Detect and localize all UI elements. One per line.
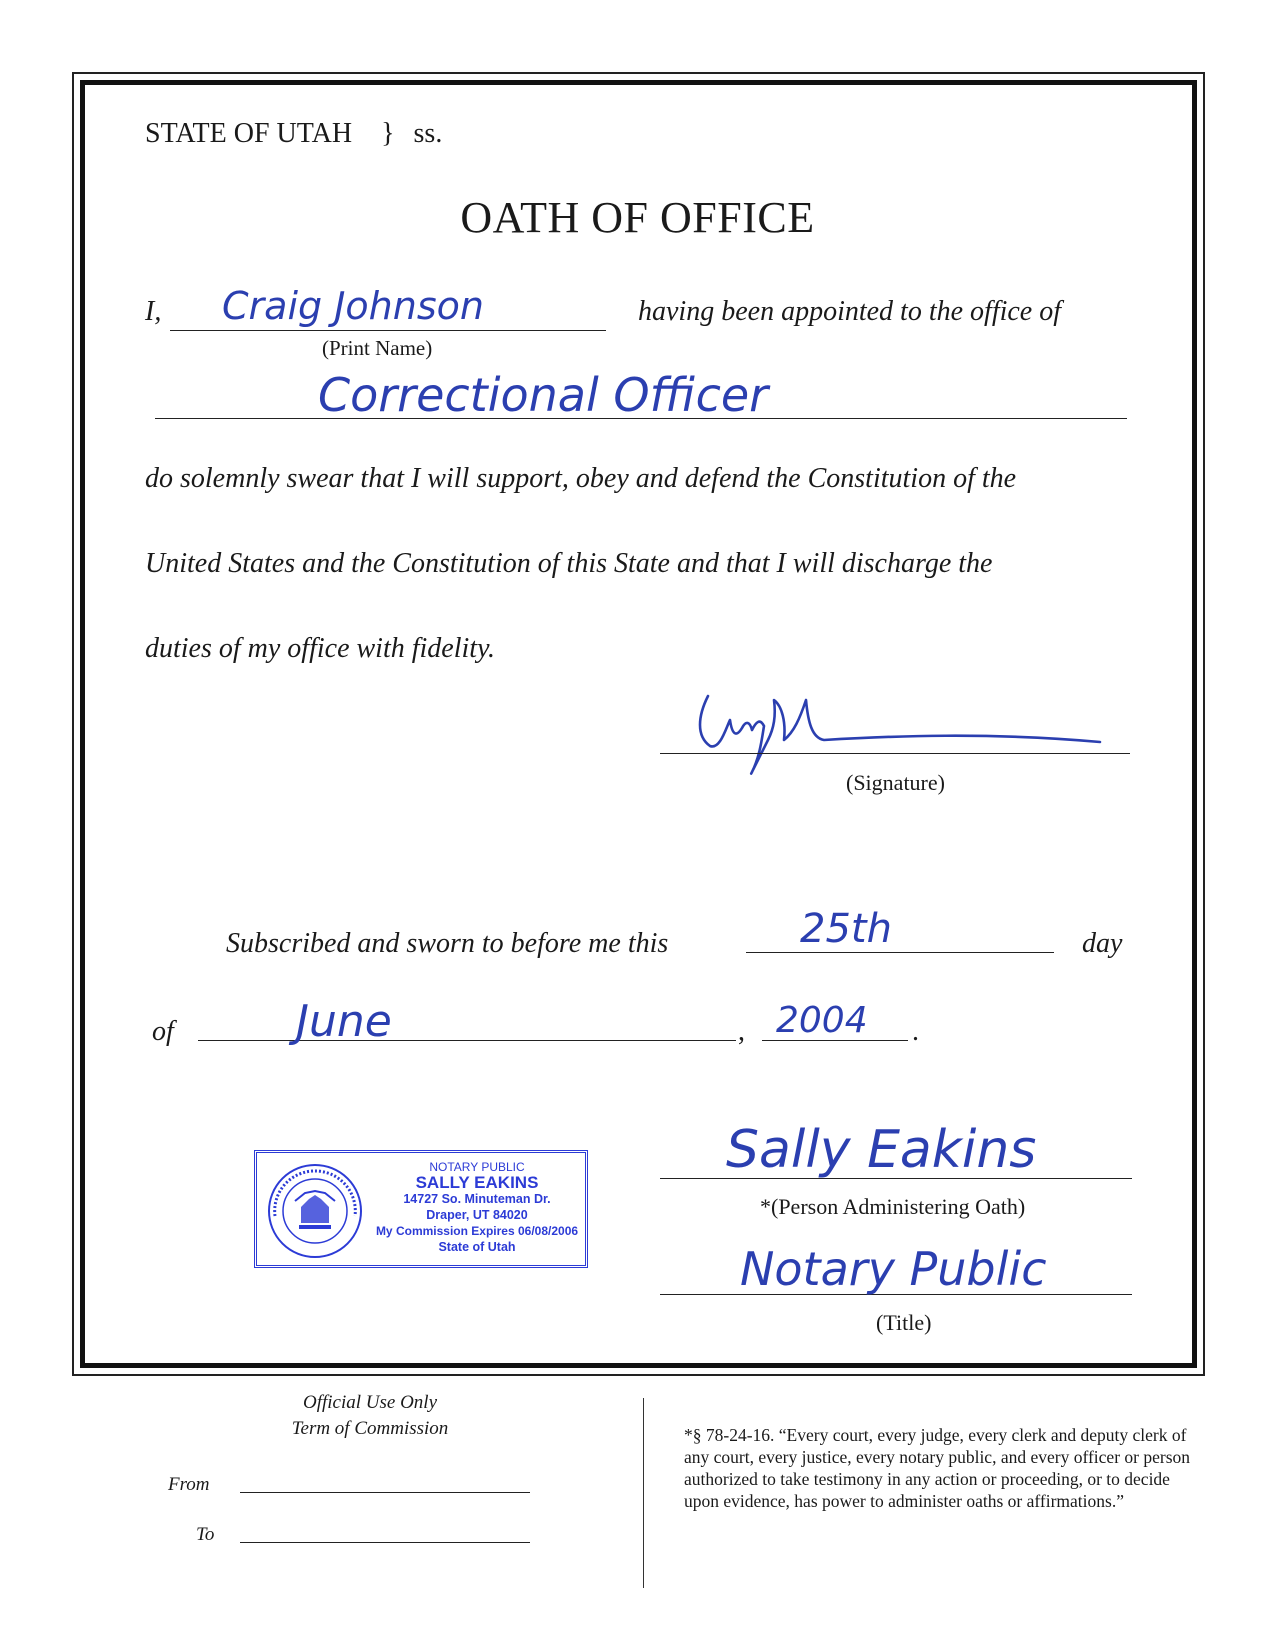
from-line: [240, 1492, 530, 1493]
stamp-line-6: State of Utah: [438, 1240, 516, 1254]
statute-footnote: *§ 78-24-16. “Every court, every judge, every clerk and deputy clerk of any court, every justice, every notary public, and every officer or person authorized to take testimony in any action or proceeding, or to decide upon evidence, has power to administer oaths or affirmations.”: [684, 1425, 1191, 1511]
notary-stamp: [254, 1150, 588, 1268]
day-handwritten: 25th: [800, 906, 892, 952]
venue-ss: ss.: [413, 118, 443, 149]
intro-prefix: I,: [145, 296, 162, 327]
administrator-title-handwritten: Notary Public: [740, 1242, 1047, 1296]
state-seal-icon: [265, 1161, 365, 1261]
month-line: [198, 1040, 736, 1041]
print-name-label: (Print Name): [322, 336, 433, 360]
title-label: (Title): [876, 1310, 932, 1335]
day-line: [746, 952, 1054, 953]
venue-block: [145, 118, 442, 150]
stamp-line-1: NOTARY PUBLIC: [429, 1160, 525, 1174]
intro-suffix: having been appointed to the office of: [638, 296, 1062, 327]
signature-line: [660, 753, 1130, 754]
venue-brace: }: [381, 118, 395, 149]
stamp-line-4: Draper, UT 84020: [426, 1208, 528, 1222]
year-period: .: [912, 1016, 919, 1047]
oath-line-2: United States and the Constitution of this State and that I will discharge the: [145, 548, 993, 579]
stamp-line-2: SALLY EAKINS: [415, 1173, 539, 1192]
to-label: To: [196, 1524, 215, 1545]
subscribed-text: Subscribed and sworn to before me this: [226, 928, 669, 959]
office-handwritten: Correctional Officer: [318, 368, 769, 422]
month-handwritten: June: [296, 996, 392, 1047]
administrator-label: *(Person Administering Oath): [760, 1194, 1026, 1219]
stamp-line-3: 14727 So. Minuteman Dr.: [403, 1192, 551, 1206]
administrator-signature-handwritten: Sally Eakins: [726, 1120, 1037, 1180]
document-title: OATH OF OFFICE: [460, 193, 815, 242]
oath-line-1: do solemnly swear that I will support, obey and defend the Constitution of the: [145, 463, 1017, 494]
vertical-divider: [643, 1398, 644, 1588]
from-label: From: [168, 1474, 210, 1495]
official-use-heading: Official Use Only: [302, 1392, 438, 1413]
oath-line-3: duties of my office with fidelity.: [145, 633, 495, 664]
print-name-line: [170, 330, 606, 331]
official-use-subheading: Term of Commission: [291, 1418, 449, 1439]
venue-state: STATE OF UTAH: [145, 118, 353, 149]
signature-label: (Signature): [846, 770, 945, 795]
print-name-handwritten: Craig Johnson: [222, 284, 484, 328]
year-handwritten: 2004: [776, 1000, 868, 1041]
day-label: day: [1082, 928, 1123, 959]
to-line: [240, 1542, 530, 1543]
of-label: of: [152, 1016, 174, 1047]
stamp-line-5: My Commission Expires 06/08/2006: [375, 1224, 579, 1238]
month-comma: ,: [738, 1016, 745, 1047]
